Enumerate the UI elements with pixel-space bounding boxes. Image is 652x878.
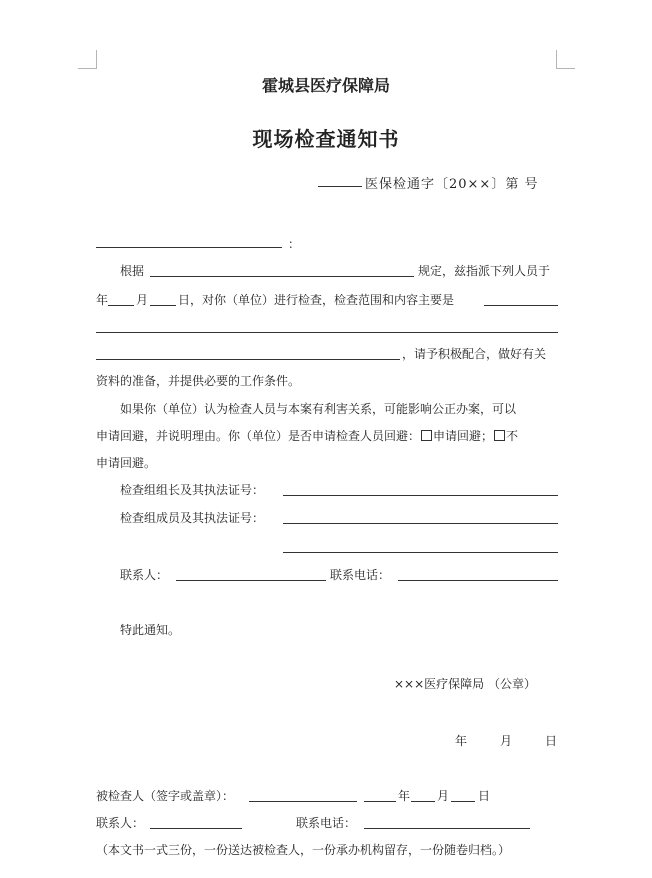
prepare-text: 资料的准备，并提供必要的工作条件。 bbox=[96, 374, 301, 388]
leader-label: 检查组组长及其执法证号： bbox=[120, 483, 265, 497]
date-year-blank[interactable] bbox=[108, 305, 134, 306]
no-recusal-checkbox[interactable] bbox=[494, 430, 505, 441]
no-recusal-label: 不 bbox=[506, 429, 519, 443]
scope-blank-1[interactable] bbox=[484, 305, 558, 306]
recusal-line-3: 申请回避。 bbox=[96, 456, 157, 470]
member-blank-2[interactable] bbox=[283, 552, 558, 553]
date-year-label: 年 bbox=[96, 293, 109, 307]
doc-number-blank[interactable] bbox=[318, 186, 362, 187]
member-label: 检查组成员及其执法证号： bbox=[120, 511, 265, 525]
leader-blank[interactable] bbox=[283, 495, 558, 496]
addressee-colon: ： bbox=[288, 237, 301, 251]
scope-blank-2[interactable] bbox=[96, 332, 558, 333]
phone-blank[interactable] bbox=[398, 580, 558, 581]
cooperate-text: ，请予积极配合，做好有关 bbox=[402, 347, 547, 361]
contact-blank[interactable] bbox=[176, 580, 326, 581]
basis-blank[interactable] bbox=[150, 276, 414, 277]
sign-month: 月 bbox=[500, 734, 513, 748]
scope-blank-3[interactable] bbox=[96, 359, 400, 360]
receipt-month-blank[interactable] bbox=[411, 801, 435, 802]
apply-recusal-checkbox[interactable] bbox=[421, 430, 432, 441]
receipt-day-label: 日 bbox=[478, 789, 491, 803]
sign-day: 日 bbox=[545, 734, 558, 748]
addressee-blank[interactable] bbox=[96, 247, 282, 248]
receipt-year-label: 年 bbox=[398, 789, 411, 803]
document-title: 现场检查通知书 bbox=[252, 127, 400, 151]
recusal-line-2 bbox=[96, 428, 518, 444]
crop-mark-top-left bbox=[78, 50, 97, 69]
recusal-line-1: 如果你（单位）认为检查人员与本案有利害关系，可能影响公正办案，可以 bbox=[120, 402, 517, 416]
basis-suffix: 规定，兹指派下列人员于 bbox=[418, 264, 551, 278]
apply-recusal-label: 申请回避； bbox=[433, 429, 494, 443]
member-blank-1[interactable] bbox=[283, 523, 558, 524]
receipt-phone-label: 联系电话： bbox=[296, 816, 357, 830]
issuer-seal: ×××医疗保障局 （公章） bbox=[394, 677, 536, 691]
recusal-question: 申请回避，并说明理由。你（单位）是否申请检查人员回避： bbox=[96, 429, 421, 443]
contact-label: 联系人： bbox=[120, 568, 169, 582]
notice-text: 特此通知。 bbox=[120, 623, 181, 637]
distribution-note: （本文书一式三份，一份送达被检查人，一份承办机构留存，一份随卷归档。） bbox=[96, 843, 511, 857]
date-month-blank[interactable] bbox=[150, 305, 176, 306]
receipt-phone-blank[interactable] bbox=[364, 828, 530, 829]
inspected-party-label: 被检查人（签字或盖章）： bbox=[96, 789, 235, 803]
crop-mark-top-right bbox=[556, 50, 575, 69]
date-month-label: 月 bbox=[136, 293, 149, 307]
receipt-day-blank[interactable] bbox=[451, 801, 475, 802]
phone-label: 联系电话： bbox=[330, 568, 391, 582]
basis-prefix: 根据 bbox=[120, 264, 145, 278]
receipt-contact-label: 联系人： bbox=[96, 816, 145, 830]
doc-number: 医保检通字〔20××〕第 号 bbox=[365, 177, 539, 192]
receipt-year-blank[interactable] bbox=[364, 801, 396, 802]
receipt-contact-blank[interactable] bbox=[150, 828, 242, 829]
inspected-party-blank[interactable] bbox=[249, 801, 357, 802]
org-name: 霍城县医疗保障局 bbox=[261, 76, 390, 95]
receipt-month-label: 月 bbox=[437, 789, 450, 803]
sign-year: 年 bbox=[455, 734, 468, 748]
date-day-text: 日，对你（单位）进行检查，检查范围和内容主要是 bbox=[178, 293, 455, 307]
